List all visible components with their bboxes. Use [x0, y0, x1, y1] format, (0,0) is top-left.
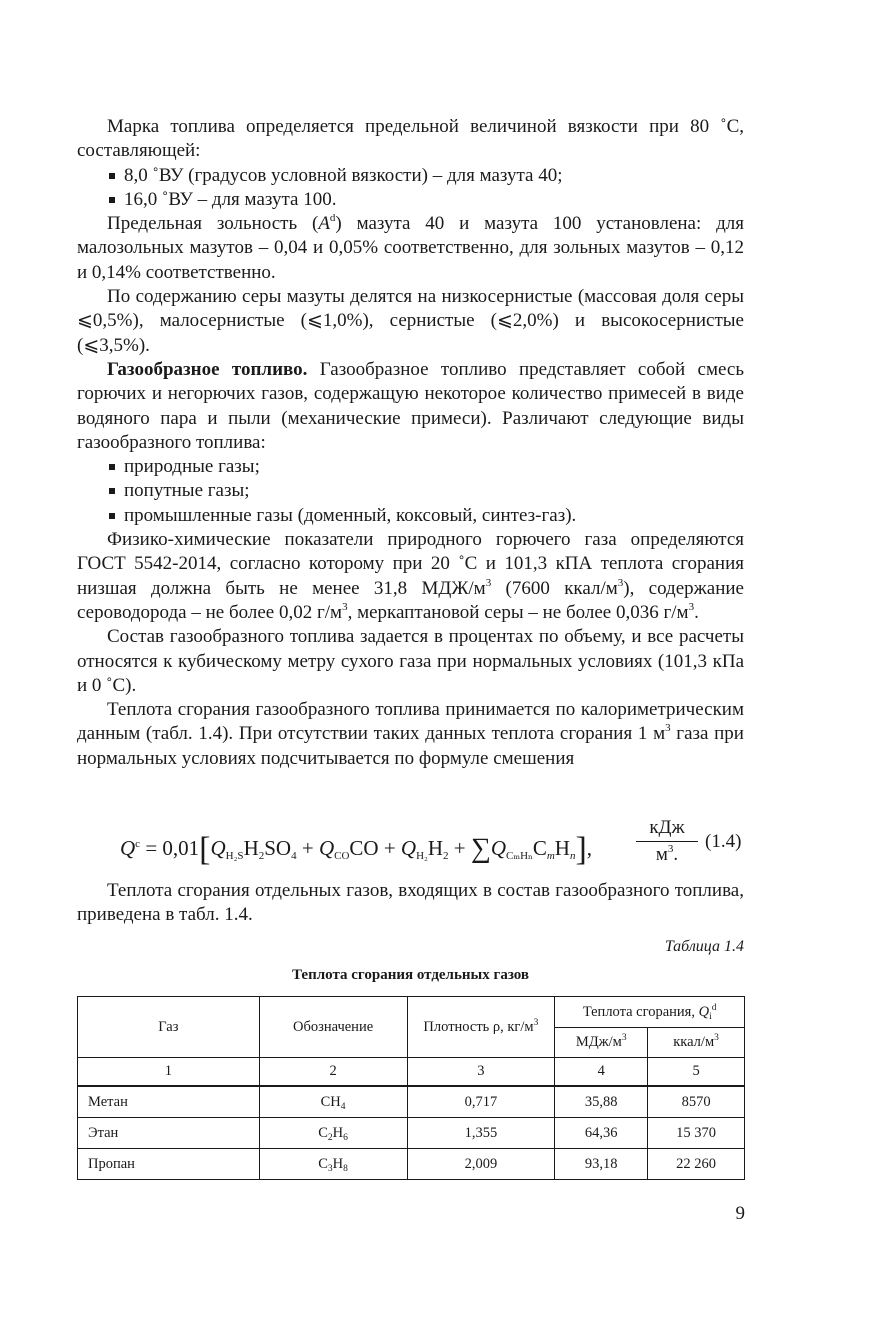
paragraph-heat-of-combustion: Теплота сгорания газообразного топлива принимается по калориметрическим данным (табл. 1.4). При отсутствии таких данных теплота сгорания 1 $м^3$ газа при нормальных условиях подсчитывается по формуле смешения [77, 699, 744, 769]
paragraph-gost: Физико-химические показатели природного горючего газа определяются ГОСТ 5542-2014, согласно которому при 20 ˚С и 101,3 кПА теплота сгорания низшая должна быть не менее 31,8 МДЖ/$м^3$ (7600 ккал/$м^3$), содержание сероводорода – не более 0,02 $г/м^3$, меркаптановой серы – не более 0,036 $г/м^3$. [77, 529, 744, 623]
paragraph-fuel-grade: Марка топлива определяется предельной величиной вязкости при 80 ˚С, составляющей: [77, 116, 744, 162]
header-heat: Теплота сгорания, $Q_i^d$ [555, 997, 745, 1028]
list-item: промышленные газы (доменный, коксовый, синтез-газ). [77, 504, 744, 528]
table-row: Метан $CH_4$ 0,717 35,88 8570 [78, 1086, 745, 1118]
table-title: Теплота сгорания отдельных газов [292, 967, 529, 983]
table-row: Этан $C_2H_6$ 1,355 64,36 15 370 [78, 1118, 745, 1149]
formula-1-4 [120, 817, 750, 877]
body-text [77, 115, 744, 771]
table-column-numbers: 1 2 3 4 5 [78, 1058, 745, 1087]
list-item: 16,0 ˚ВУ – для мазута 100. [77, 188, 744, 212]
paragraph-composition: Состав газообразного топлива задается в процентах по объему, и все расчеты относятся к кубическому метру сухого газа при нормальных условиях (101,3 кПа и 0 ˚С). [77, 626, 744, 696]
table-number: Таблица 1.4 [664, 938, 744, 955]
body-text-after-formula [77, 879, 744, 928]
gas-heat-table [77, 996, 745, 1180]
bullet-icon [109, 488, 115, 494]
page-number: 9 [735, 1203, 745, 1224]
paragraph-table-ref: Теплота сгорания отдельных газов, входящих в состав газообразного топлива, приведена в табл. 1.4. [77, 880, 744, 926]
bullet-icon [109, 197, 115, 203]
header-symbol: Обозначение [259, 997, 407, 1058]
formula-number: (1.4) [705, 831, 742, 852]
paragraph-ash-content: Предельная зольность $(A^d)$ мазута 40 и мазута 100 установлена: для малозольных мазутов – 0,04 и 0,05% соответственно, для зольных мазутов – 0,12 и 0,14% соответственно. [77, 212, 744, 283]
paragraph-sulfur: По содержанию серы мазуты делятся на низкосернистые (массовая доля серы ⩽0,5%), малосернистые (⩽1,0%), сернистые (⩽2,0%) и высокосернистые (⩽3,5%). [77, 286, 744, 356]
table-header-row [78, 997, 745, 1028]
formula-unit: кДж $м^3$. [636, 817, 698, 866]
header-kcal: ккал/$м^3$ [648, 1028, 745, 1058]
formula-expression: $Q^c = 0,01[Q_{H_2S}H_2SO_4 + Q_{CO}CO + Q_{H_2}H_2 + \sum Q_{C_mH_n}C_mH_n]$, [120, 831, 593, 868]
section-heading: Газообразное топливо. [107, 358, 308, 380]
header-gas: Газ [78, 997, 260, 1058]
bullet-icon [109, 173, 115, 179]
paragraph-gaseous-fuel: Газообразное топливо. Газообразное топливо представляет собой смесь горючих и негорючих газов, содержащую некоторое количество примесей в виде водяного пара и пыли (механические примеси). Различают следующие виды газообразного топлива: [77, 358, 744, 453]
bullet-icon [109, 464, 115, 470]
table-row: Пропан $C_3H_8$ 2,009 93,18 22 260 [78, 1149, 745, 1180]
list-item: 8,0 ˚ВУ (градусов условной вязкости) – для мазута 40; [77, 164, 744, 188]
list-item: попутные газы; [77, 479, 744, 503]
bullet-icon [109, 513, 115, 519]
header-density: Плотность ρ, $кг/м^3$ [407, 997, 555, 1058]
header-mj: МДж/$м^3$ [555, 1028, 648, 1058]
list-item: природные газы; [77, 455, 744, 479]
